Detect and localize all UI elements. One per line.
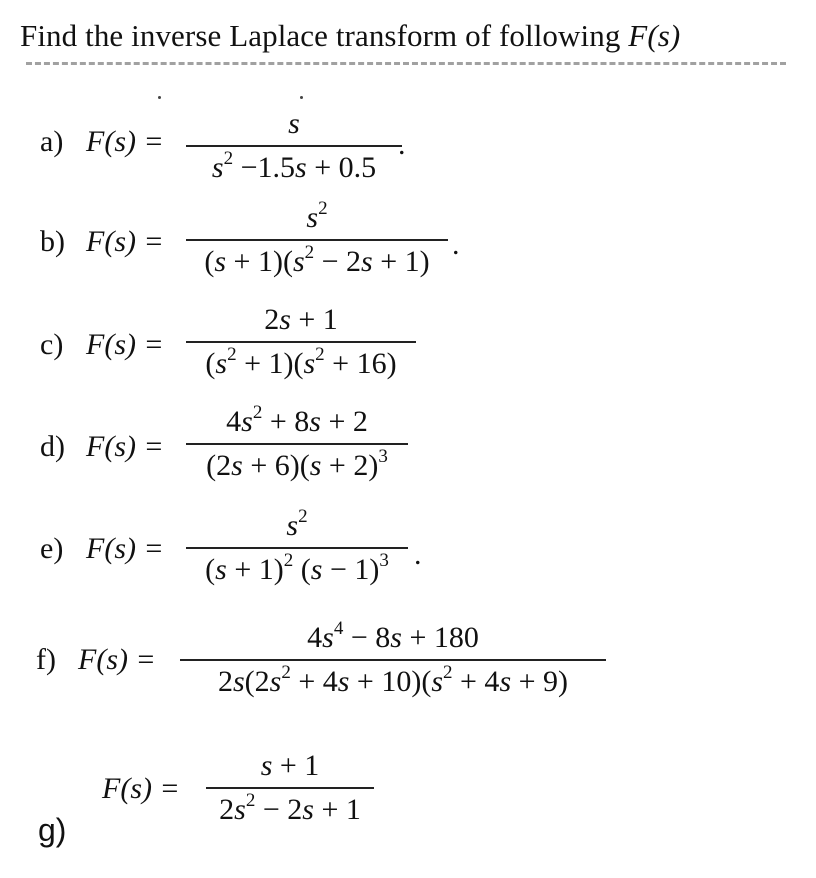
problem-label: d) [40,430,65,463]
problem-label: e) [40,532,64,565]
problem-lhs: F(s) = [102,772,180,805]
period: . [414,538,422,571]
period: . [398,128,406,161]
fraction [180,620,606,700]
problem-lhs: F(s) = [86,328,164,361]
problem-lhs: F(s) = [78,643,156,676]
problem-label: g) [38,812,67,848]
fraction [186,106,402,186]
problem-label: c) [40,328,64,361]
title-function: F(s) [628,18,681,53]
denominator: $s^2 -1.5s + 0.5$ [211,148,377,184]
numerator: $s^2$ [306,198,328,234]
numerator: $4s^2 + 8s + 2$ [226,402,368,438]
numerator: 2s + 1 [264,303,338,336]
numerator: $s^2$ [286,506,308,542]
problem-label: a) [40,125,64,158]
speck-mark [158,96,161,99]
problem-label: b) [40,225,65,258]
denominator: $2s(2s^2 + 4s + 10)(s^2 + 4s + 9)$ [217,662,569,698]
title-text: Find the inverse Laplace transform of following [20,18,629,53]
fraction [186,302,416,382]
problem-lhs: F(s) = [86,225,164,258]
fraction-bar [186,239,448,241]
fraction-bar [206,787,374,789]
problem-lhs: F(s) = [86,430,164,463]
denominator: $2s^2 - 2s + 1$ [219,790,361,826]
fraction-bar [186,341,416,343]
problem-label: f) [36,643,56,676]
fraction-bar [180,659,606,661]
numerator: $4s^4 - 8s + 180$ [307,618,479,654]
fraction [186,200,448,280]
fraction-bar [186,145,402,147]
fraction [186,508,408,588]
cropped-text-line [26,62,786,65]
numerator: s + 1 [260,749,320,782]
fraction [206,748,374,828]
problem-lhs: F(s) = [86,532,164,565]
denominator: $(s^2 + 1)(s^2 + 16)$ [205,344,397,380]
fraction-bar [186,547,408,549]
numerator: s [288,107,300,140]
denominator: $(s + 1)^2$ $(s - 1)^3$ [205,550,389,586]
period: . [452,228,460,261]
denominator: $(s + 1)(s^2 - 2s + 1)$ [204,242,430,278]
fraction [186,404,408,484]
problem-lhs: F(s) = [86,125,164,158]
page-title [20,18,680,54]
denominator: $(2s + 6)(s + 2)^3$ [206,446,388,482]
speck-mark [300,96,303,99]
fraction-bar [186,443,408,445]
